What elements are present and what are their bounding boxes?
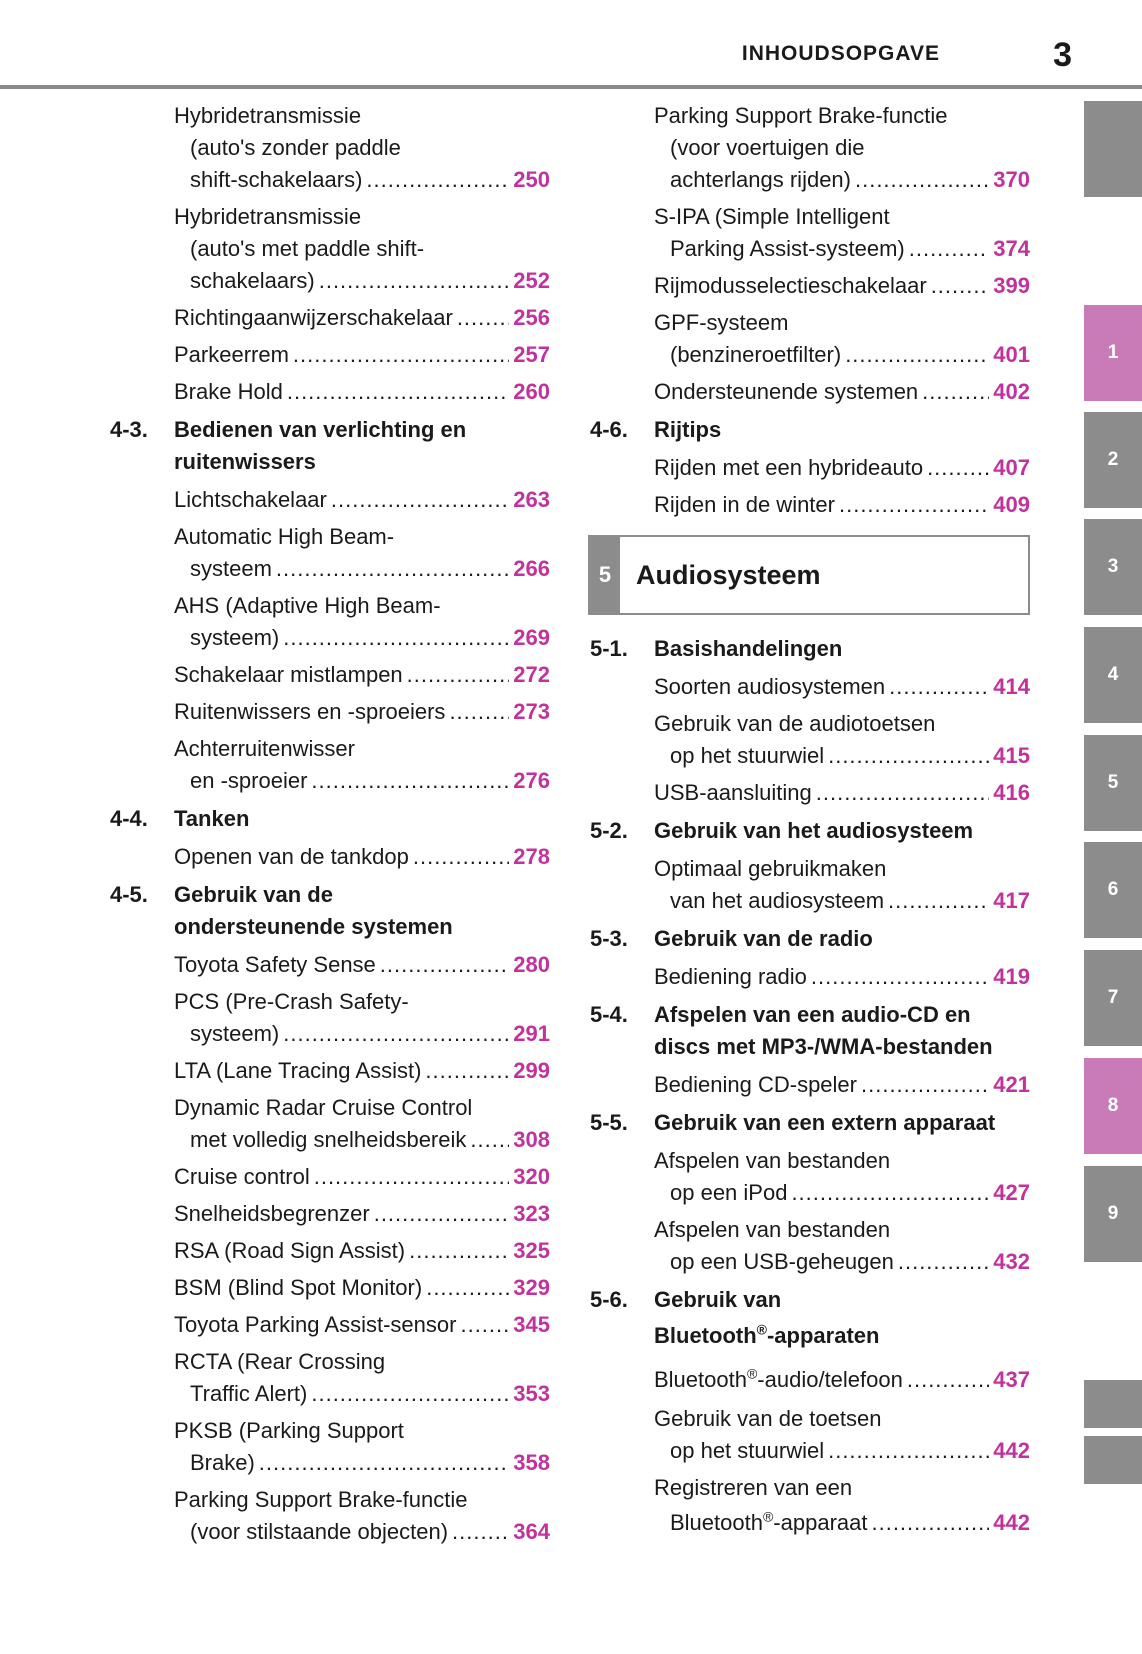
section-title xyxy=(174,879,550,943)
entry-text: (voor stilstaande objecten) xyxy=(190,1519,449,1544)
section-number: 4-4. xyxy=(110,806,148,831)
toc-entry[interactable] xyxy=(174,100,550,196)
entry-text: Schakelaar mistlampen xyxy=(174,662,403,687)
entry-text: Brake) xyxy=(190,1450,255,1475)
entry-text: Registreren van een xyxy=(654,1475,853,1500)
page-ref[interactable]: 329 xyxy=(513,1275,550,1300)
page-ref[interactable]: 257 xyxy=(513,342,550,367)
leader-dots xyxy=(366,164,509,196)
entry-text: shift-schakelaars) xyxy=(190,167,363,192)
toc-entry[interactable] xyxy=(654,961,1030,993)
leader-dots xyxy=(319,265,510,297)
page-ref[interactable]: 427 xyxy=(993,1180,1030,1205)
entry-text: Afspelen van bestanden xyxy=(654,1217,891,1242)
section-title-line: Bedienen van verlichting en xyxy=(174,417,467,442)
page-ref[interactable]: 345 xyxy=(513,1312,550,1337)
leader-dots xyxy=(293,339,509,371)
leader-dots xyxy=(413,841,509,873)
toc-entry[interactable] xyxy=(174,949,550,981)
leader-dots xyxy=(855,164,989,196)
toc-entry[interactable] xyxy=(654,452,1030,484)
leader-dots xyxy=(927,452,989,484)
page-ref[interactable]: 374 xyxy=(993,236,1030,261)
entry-list xyxy=(590,452,1030,521)
page-ref[interactable]: 325 xyxy=(513,1238,550,1263)
toc-entry[interactable] xyxy=(174,1198,550,1230)
entry-text: Snelheidsbegrenzer xyxy=(174,1201,370,1226)
toc-entry[interactable] xyxy=(654,671,1030,703)
entry-text: Richtingaanwijzerschakelaar xyxy=(174,305,453,330)
leader-dots xyxy=(457,302,509,334)
entry-text: Dynamic Radar Cruise Control xyxy=(174,1095,473,1120)
entry-text: op een iPod xyxy=(670,1180,788,1205)
entry-text: Hybridetransmissie xyxy=(174,103,362,128)
section-heading xyxy=(590,414,1030,446)
toc-entry[interactable] xyxy=(654,270,1030,302)
page-ref[interactable]: 437 xyxy=(993,1367,1030,1392)
entry-text: PCS (Pre-Crash Safety- xyxy=(174,989,409,1014)
entry-text: op het stuurwiel xyxy=(670,743,825,768)
leader-dots xyxy=(276,553,509,585)
section-title xyxy=(654,1284,1030,1356)
page-ref[interactable]: 442 xyxy=(993,1510,1030,1535)
page-ref[interactable]: 278 xyxy=(513,844,550,869)
leader-dots xyxy=(861,1069,989,1101)
toc-entry[interactable] xyxy=(174,1346,550,1410)
leader-dots xyxy=(425,1055,509,1087)
section-title: Basishandelingen xyxy=(654,636,843,661)
toc-entry[interactable] xyxy=(654,1403,1030,1467)
entry-text: Ruitenwissers en -sproeiers xyxy=(174,699,446,724)
leader-dots xyxy=(311,765,509,797)
leader-dots xyxy=(426,1272,509,1304)
title-text: Bluetooth xyxy=(654,1323,757,1348)
leader-dots xyxy=(845,339,989,371)
leader-dots xyxy=(922,376,989,408)
section-title: Gebruik van de radio xyxy=(654,926,873,951)
entry-text: met volledig snelheidsbereik xyxy=(190,1127,467,1152)
entry-text: Rijmodusselectieschakelaar xyxy=(654,273,927,298)
page-ref[interactable]: 323 xyxy=(513,1201,550,1226)
entry-text: Lichtschakelaar xyxy=(174,487,327,512)
page-ref[interactable]: 250 xyxy=(513,167,550,192)
toc-entry[interactable] xyxy=(174,1055,550,1087)
toc-entry[interactable] xyxy=(654,777,1030,809)
entry-text: en -sproeier xyxy=(190,768,308,793)
leader-dots xyxy=(283,622,509,654)
leader-dots xyxy=(311,1378,509,1410)
entry-list xyxy=(110,949,550,1548)
toc-entry[interactable] xyxy=(174,696,550,728)
tab-chapter-5[interactable]: 5 xyxy=(1084,735,1142,831)
section-title-line: Gebruik van de xyxy=(174,882,333,907)
toc-entry[interactable] xyxy=(174,484,550,516)
chapter-number: 5 xyxy=(590,537,620,613)
page-ref[interactable]: 276 xyxy=(513,768,550,793)
leader-dots xyxy=(811,961,989,993)
page-ref[interactable]: 269 xyxy=(513,625,550,650)
tab-chapter-9[interactable]: 9 xyxy=(1084,1166,1142,1262)
section-heading xyxy=(590,815,1030,847)
header-rule xyxy=(0,85,1142,89)
entry-text: (voor voertuigen die xyxy=(670,135,865,160)
tab-blank[interactable] xyxy=(1084,101,1142,197)
entry-text: Toyota Parking Assist-sensor xyxy=(174,1312,457,1337)
page-ref[interactable]: 364 xyxy=(513,1519,550,1544)
entry-text: Parking Assist-systeem) xyxy=(670,236,905,261)
registered-mark: ® xyxy=(762,1508,774,1525)
entry-text: Parking Support Brake-functie xyxy=(174,1487,468,1512)
toc-entry[interactable] xyxy=(174,339,550,371)
toc-entry[interactable] xyxy=(174,1309,550,1341)
toc-entry[interactable] xyxy=(654,1472,1030,1542)
toc-entry[interactable] xyxy=(174,1235,550,1267)
toc-entry[interactable] xyxy=(174,659,550,691)
page-ref[interactable]: 260 xyxy=(513,379,550,404)
page-ref[interactable]: 263 xyxy=(513,487,550,512)
section-title: Gebruik van het audiosysteem xyxy=(654,818,974,843)
section-title: Rijtips xyxy=(654,417,722,442)
toc-entry[interactable] xyxy=(174,1484,550,1548)
page-ref[interactable]: 272 xyxy=(513,662,550,687)
page-ref[interactable]: 308 xyxy=(513,1127,550,1152)
entry-text: USB-aansluiting xyxy=(654,780,812,805)
page-ref[interactable]: 417 xyxy=(993,888,1030,913)
section-number: 5-6. xyxy=(590,1287,628,1312)
toc-entry[interactable] xyxy=(654,100,1030,196)
section-heading xyxy=(590,999,1030,1063)
leader-dots xyxy=(287,376,509,408)
toc-entry[interactable] xyxy=(654,307,1030,371)
section-title: Gebruik van een extern apparaat xyxy=(654,1110,996,1135)
tab-chapter-7[interactable]: 7 xyxy=(1084,950,1142,1046)
entry-text: systeem xyxy=(190,556,272,581)
entry-list xyxy=(590,961,1030,993)
section-heading xyxy=(590,1284,1030,1356)
page-ref[interactable]: 442 xyxy=(993,1438,1030,1463)
leader-dots xyxy=(314,1161,510,1193)
toc-entry[interactable] xyxy=(174,841,550,873)
entry-text: schakelaars) xyxy=(190,268,315,293)
toc-entry[interactable] xyxy=(174,201,550,297)
entry-list xyxy=(590,1145,1030,1278)
page-ref[interactable]: 409 xyxy=(993,492,1030,517)
section-heading xyxy=(110,879,550,943)
section-number: 4-3. xyxy=(110,417,148,442)
section-title xyxy=(654,999,1030,1063)
page-ref[interactable]: 416 xyxy=(993,780,1030,805)
page-ref[interactable]: 402 xyxy=(993,379,1030,404)
leader-dots xyxy=(283,1018,509,1050)
page-ref[interactable]: 401 xyxy=(993,342,1030,367)
leader-dots xyxy=(374,1198,510,1230)
section-heading xyxy=(590,633,1030,665)
section-number: 5-1. xyxy=(590,636,628,661)
section-title-line: Gebruik van xyxy=(654,1287,782,1312)
leader-dots xyxy=(407,659,510,691)
leader-dots xyxy=(839,489,989,521)
page-ref[interactable]: 414 xyxy=(993,674,1030,699)
entry-text: Brake Hold xyxy=(174,379,283,404)
page-ref[interactable]: 299 xyxy=(513,1058,550,1083)
toc-entry[interactable] xyxy=(174,376,550,408)
entry-text: (auto's zonder paddle xyxy=(190,135,401,160)
section-heading xyxy=(590,923,1030,955)
entry-text: Ondersteunende systemen xyxy=(654,379,919,404)
section-title-line: Afspelen van een audio-CD en xyxy=(654,1002,971,1027)
page-ref[interactable]: 419 xyxy=(993,964,1030,989)
entry-list xyxy=(110,100,550,408)
entry-text: Gebruik van de audiotoetsen xyxy=(654,711,936,736)
section-title-line: ondersteunende systemen xyxy=(174,914,453,939)
section-heading xyxy=(110,803,550,835)
tab-chapter-6[interactable]: 6 xyxy=(1084,842,1142,938)
leader-dots xyxy=(791,1177,989,1209)
entry-text: van het audiosysteem xyxy=(670,888,885,913)
leader-dots xyxy=(898,1246,989,1278)
entry-text: Bediening CD-speler xyxy=(654,1072,857,1097)
registered-mark: ® xyxy=(756,1321,767,1338)
toc-entry[interactable] xyxy=(654,1214,1030,1278)
entry-list xyxy=(110,841,550,873)
leader-dots xyxy=(259,1447,509,1479)
entry-text: (auto's met paddle shift- xyxy=(190,236,425,261)
entry-text: (benzineroetfilter) xyxy=(670,342,842,367)
toc-entry[interactable] xyxy=(174,986,550,1050)
toc-entry[interactable] xyxy=(654,376,1030,408)
entry-text: BSM (Blind Spot Monitor) xyxy=(174,1275,423,1300)
entry-text: AHS (Adaptive High Beam- xyxy=(174,593,441,618)
page-ref[interactable]: 407 xyxy=(993,455,1030,480)
entry-text: LTA (Lane Tracing Assist) xyxy=(174,1058,422,1083)
toc-entry[interactable] xyxy=(654,708,1030,772)
tab-chapter-2[interactable]: 2 xyxy=(1084,412,1142,508)
entry-text: op het stuurwiel xyxy=(670,1438,825,1463)
entry-text: Gebruik van de toetsen xyxy=(654,1406,882,1431)
leader-dots xyxy=(871,1504,989,1542)
entry-text: Parking Support Brake-functie xyxy=(654,103,948,128)
entry-list xyxy=(590,100,1030,408)
leader-dots xyxy=(907,1362,989,1398)
page-ref[interactable]: 273 xyxy=(513,699,550,724)
leader-dots xyxy=(452,1516,509,1548)
toc-entry[interactable] xyxy=(654,853,1030,917)
entry-text: op een USB-geheugen xyxy=(670,1249,894,1274)
left-column xyxy=(110,100,550,1553)
page-ref[interactable]: 256 xyxy=(513,305,550,330)
page-ref[interactable]: 353 xyxy=(513,1381,550,1406)
page-ref[interactable]: 320 xyxy=(513,1164,550,1189)
toc-entry[interactable] xyxy=(174,1272,550,1304)
page-ref[interactable]: 266 xyxy=(513,556,550,581)
page-ref[interactable]: 291 xyxy=(513,1021,550,1046)
section-heading xyxy=(110,414,550,478)
entry-list xyxy=(590,853,1030,917)
toc-entry[interactable] xyxy=(174,733,550,797)
entry-text: Cruise control xyxy=(174,1164,310,1189)
tab-chapter-8[interactable]: 8 xyxy=(1084,1058,1142,1154)
toc-entry[interactable] xyxy=(174,1415,550,1479)
entry-text: RCTA (Rear Crossing xyxy=(174,1349,386,1374)
section-title-line: discs met MP3-/WMA-bestanden xyxy=(654,1034,993,1059)
tab-chapter-1[interactable]: 1 xyxy=(1084,305,1142,401)
tab-chapter-3[interactable]: 3 xyxy=(1084,519,1142,615)
leader-dots xyxy=(828,1435,989,1467)
page-ref[interactable]: 415 xyxy=(993,743,1030,768)
toc-entry[interactable] xyxy=(654,1145,1030,1209)
page-number: 3 xyxy=(1053,36,1072,74)
entry-text: systeem) xyxy=(190,625,280,650)
section-title: Tanken xyxy=(174,806,250,831)
leader-dots xyxy=(331,484,509,516)
leader-dots xyxy=(889,671,989,703)
entry-text: S-IPA (Simple Intelligent xyxy=(654,204,890,229)
entry-text: Rijden met een hybrideauto xyxy=(654,455,924,480)
page-ref[interactable]: 280 xyxy=(513,952,550,977)
title-text: -apparaten xyxy=(766,1323,880,1348)
section-number: 4-6. xyxy=(590,417,628,442)
entry-text: Bluetooth®-apparaat xyxy=(670,1508,868,1535)
entry-text: PKSB (Parking Support xyxy=(174,1418,404,1443)
leader-dots xyxy=(460,1309,509,1341)
entry-text: Optimaal gebruikmaken xyxy=(654,856,887,881)
entry-text: achterlangs rijden) xyxy=(670,167,851,192)
leader-dots xyxy=(888,885,989,917)
entry-list xyxy=(590,671,1030,809)
leader-dots xyxy=(470,1124,509,1156)
entry-text: Openen van de tankdop xyxy=(174,844,409,869)
toc-entry[interactable] xyxy=(174,302,550,334)
registered-mark: ® xyxy=(746,1365,758,1382)
toc-entry[interactable] xyxy=(654,201,1030,265)
section-number: 5-3. xyxy=(590,926,628,951)
entry-text: Traffic Alert) xyxy=(190,1381,308,1406)
tab-blank[interactable] xyxy=(1084,1380,1142,1428)
entry-list xyxy=(590,1069,1030,1101)
entry-text: Afspelen van bestanden xyxy=(654,1148,891,1173)
page-ref[interactable]: 432 xyxy=(993,1249,1030,1274)
entry-text: Hybridetransmissie xyxy=(174,204,362,229)
chapter-heading[interactable] xyxy=(588,535,1030,615)
section-title xyxy=(174,414,550,478)
entry-list xyxy=(110,484,550,797)
page-ref[interactable]: 370 xyxy=(993,167,1030,192)
entry-text: GPF-systeem xyxy=(654,310,789,335)
tab-chapter-4[interactable]: 4 xyxy=(1084,627,1142,723)
header-title: INHOUDSOPGAVE xyxy=(741,42,940,65)
section-heading xyxy=(590,1107,1030,1139)
entry-text: systeem) xyxy=(190,1021,280,1046)
toc-entry[interactable] xyxy=(174,1092,550,1156)
section-number: 4-5. xyxy=(110,882,148,907)
leader-dots xyxy=(828,740,989,772)
toc-entry[interactable] xyxy=(174,1161,550,1193)
section-number: 5-5. xyxy=(590,1110,628,1135)
leader-dots xyxy=(931,270,990,302)
section-title-line: ruitenwissers xyxy=(174,449,316,474)
section-title-line xyxy=(654,1316,1030,1356)
leader-dots xyxy=(380,949,509,981)
entry-text: Toyota Safety Sense xyxy=(174,952,376,977)
entry-text: Bediening radio xyxy=(654,964,807,989)
page-ref[interactable]: 252 xyxy=(513,268,550,293)
toc-entry[interactable] xyxy=(174,590,550,654)
toc-entry[interactable] xyxy=(654,1362,1030,1398)
toc-entry[interactable] xyxy=(654,1069,1030,1101)
right-column xyxy=(590,100,1030,1547)
page-ref[interactable]: 358 xyxy=(513,1450,550,1475)
leader-dots xyxy=(449,696,509,728)
section-number: 5-4. xyxy=(590,1002,628,1027)
toc-entry[interactable] xyxy=(174,521,550,585)
entry-text: RSA (Road Sign Assist) xyxy=(174,1238,406,1263)
tab-blank[interactable] xyxy=(1084,1436,1142,1484)
entry-text: Automatic High Beam- xyxy=(174,524,395,549)
entry-text: Rijden in de winter xyxy=(654,492,835,517)
entry-text: Bluetooth®-audio/telefoon xyxy=(654,1365,903,1392)
page-ref[interactable]: 421 xyxy=(993,1072,1030,1097)
toc-entry[interactable] xyxy=(654,489,1030,521)
page-ref[interactable]: 399 xyxy=(993,273,1030,298)
chapter-title: Audiosysteem xyxy=(636,559,821,590)
entry-text: Soorten audiosystemen xyxy=(654,674,886,699)
leader-dots xyxy=(909,233,990,265)
leader-dots xyxy=(816,777,990,809)
entry-text: Achterruitenwisser xyxy=(174,736,355,761)
section-number: 5-2. xyxy=(590,818,628,843)
leader-dots xyxy=(409,1235,509,1267)
entry-text: Parkeerrem xyxy=(174,342,289,367)
